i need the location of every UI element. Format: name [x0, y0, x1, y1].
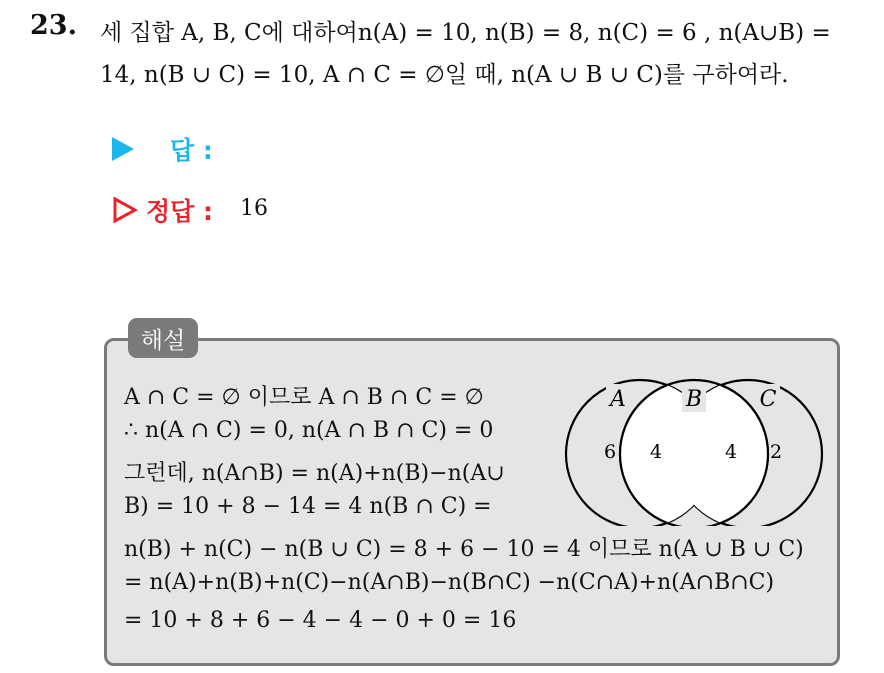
- venn-label-c: C: [759, 387, 777, 412]
- solution-line-6: = n(A)+n(B)+n(C)−n(A∩B)−n(B∩C) −n(C∩A)+n(A∩B∩C): [124, 570, 775, 595]
- solution-line-7: = 10 + 8 + 6 − 4 − 4 − 0 + 0 = 16: [124, 608, 517, 633]
- answer-marker-icon: [112, 137, 134, 161]
- solution-line-2: ∴ n(A ∩ C) = 0, n(A ∩ B ∩ C) = 0: [124, 418, 494, 443]
- venn-region-b-and-c: 4: [724, 441, 738, 463]
- venn-region-a-and-b: 4: [649, 441, 663, 463]
- correct-answer-value: 16: [240, 196, 268, 221]
- question-text-line-2: 14, n(B ∪ C) = 10, A ∩ C = ∅일 때, n(A ∪ B ∪ C)를 구하여라.: [100, 62, 789, 88]
- correct-answer-label: 정답 :: [146, 197, 214, 226]
- venn-label-a: A: [610, 387, 626, 412]
- venn-region-a-only: 6: [603, 441, 617, 463]
- solution-line-5: n(B) + n(C) − n(B ∪ C) = 8 + 6 − 10 = 4 이므로 n(A ∪ B ∪ C): [124, 537, 804, 562]
- solution-tag: 해설: [128, 318, 198, 358]
- venn-label-b: B: [685, 387, 703, 412]
- answer-label: 답 :: [170, 136, 213, 165]
- solution-line-1: A ∩ C = ∅ 이므로 A ∩ B ∩ C = ∅: [124, 385, 484, 410]
- venn-diagram: [560, 376, 830, 526]
- correct-answer-marker-icon: [112, 196, 138, 224]
- question-number: 23.: [30, 10, 77, 41]
- solution-line-3: 그런데, n(A∩B) = n(A)+n(B)−n(A∪: [124, 461, 505, 486]
- venn-region-c-only: 2: [769, 441, 783, 463]
- question-text-line-1: 세 집합 A, B, C에 대하여n(A) = 10, n(B) = 8, n(C) = 6 , n(A∪B) =: [100, 20, 831, 46]
- solution-line-4: B) = 10 + 8 − 14 = 4 n(B ∩ C) =: [124, 494, 492, 519]
